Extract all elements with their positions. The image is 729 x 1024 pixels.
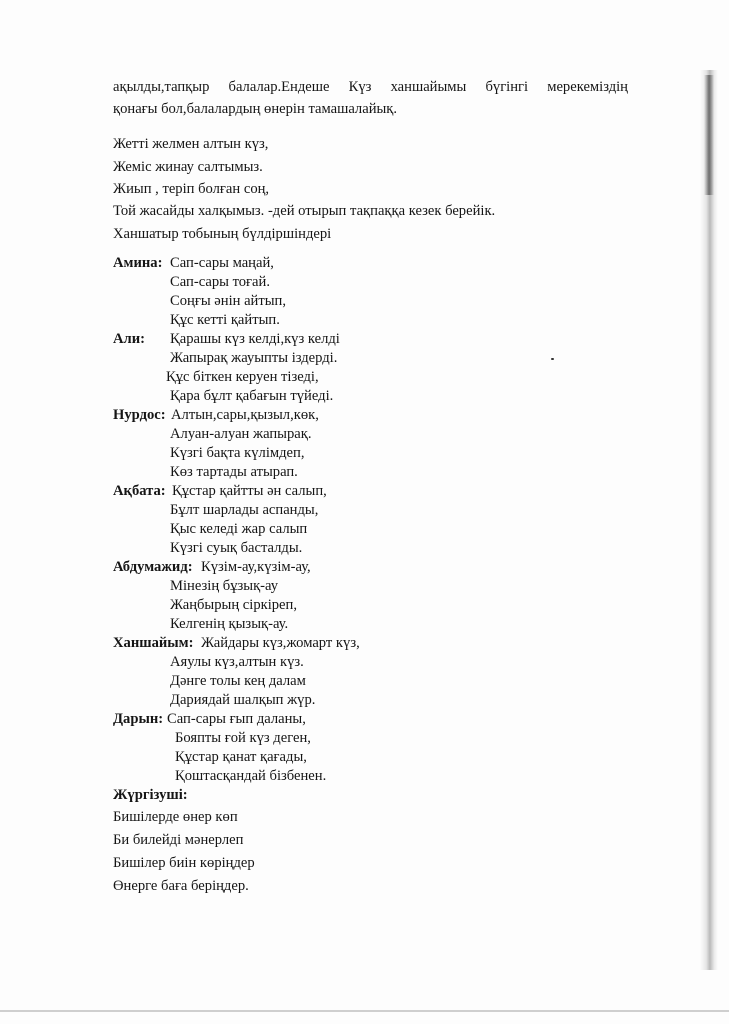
poem-line: Жапырақ жауыпты іздерді. (170, 350, 338, 366)
intro-line-1: ақылды,тапқыр балалар.Ендеше Күз ханшайымы бүгінгі мерекеміздің (113, 79, 628, 95)
poem-line: Құс кетті қайтып. (170, 312, 280, 328)
speaker-name: Абдумажид: (113, 559, 193, 575)
poem-line: Бұлт шарлады аспанды, (170, 502, 319, 518)
poem-line: Соңғы әнін айтып, (170, 293, 287, 309)
poem-line: Сап-сары тоғай. (170, 274, 270, 290)
scan-bottom-edge (0, 1010, 729, 1012)
poem-line: Күзім-ау,күзім-ау, (201, 559, 311, 575)
poem-line: Сап-сары ғып даланы, (167, 711, 306, 727)
verse-line: Той жасайды халқымыз. -дей отырып тақпаққа кезек берейік. (113, 203, 496, 219)
poem-line: Дариядай шалқып жүр. (170, 692, 316, 708)
poem-line: Күзгі бақта күлімдеп, (170, 445, 305, 461)
poem-line: Қыс келеді жар салып (170, 521, 308, 537)
poem-line: Алуан-алуан жапырақ. (170, 426, 312, 442)
poem-line: Бишілер биін көріңдер (113, 855, 255, 871)
poem-line: Құстар қайтты ән салып, (172, 483, 327, 499)
scan-edge-mark (704, 75, 714, 195)
poem-line: Көз тартады атырап. (170, 464, 298, 480)
poem-line: Құс біткен керуен тізеді, (166, 369, 319, 385)
poem-line: Қарашы күз келді,күз келді (170, 331, 340, 347)
group-title: Ханшатыр тобының бүлдіршіндері (113, 226, 332, 242)
poem-line: Келгенің қызық-ау. (170, 616, 289, 632)
poem-line: Жайдары күз,жомарт күз, (201, 635, 360, 651)
poem-line: Бишілерде өнер көп (113, 809, 238, 825)
verse-line: Жетті желмен алтын күз, (113, 136, 269, 152)
poem-line: Күзгі суық басталды. (170, 540, 303, 556)
poem-line: Құстар қанат қағады, (175, 749, 307, 765)
poem-line: Қоштасқандай бізбенен. (175, 768, 327, 784)
speaker-name: Амина: (113, 255, 163, 271)
poem-line: Мінезің бұзық-ау (170, 578, 279, 594)
speaker-name: Жүргізуші: (113, 787, 188, 803)
poem-line: Алтын,сары,қызыл,көк, (171, 407, 319, 423)
verse-line: Жеміс жинау салтымыз. (113, 159, 263, 175)
poem-line: Сап-сары маңай, (170, 255, 274, 271)
scan-edge-shadow (700, 70, 718, 970)
speaker-name: Али: (113, 331, 145, 347)
poem-line: Дәнге толы кең далам (170, 673, 306, 689)
poem-line: Бояпты ғой күз деген, (175, 730, 311, 746)
speaker-name: Ақбата: (113, 483, 166, 499)
poem-line: Аяулы күз,алтын күз. (170, 654, 304, 670)
poem-line: Қара бұлт қабағын түйеді. (170, 388, 334, 404)
poem-line: Өнерге баға беріңдер. (113, 878, 249, 894)
poem-line: Би билейді мәнерлеп (113, 832, 244, 848)
scan-speck (551, 358, 554, 360)
poem-line: Жаңбырың сіркіреп, (170, 597, 297, 613)
speaker-name: Нурдос: (113, 407, 166, 423)
speaker-name: Ханшайым: (113, 635, 194, 651)
verse-line: Жиып , теріп болған соң, (113, 181, 270, 197)
speaker-name: Дарын: (113, 711, 164, 727)
intro-line-2: қонағы бол,балалардың өнерін тамашалайық. (113, 101, 398, 117)
